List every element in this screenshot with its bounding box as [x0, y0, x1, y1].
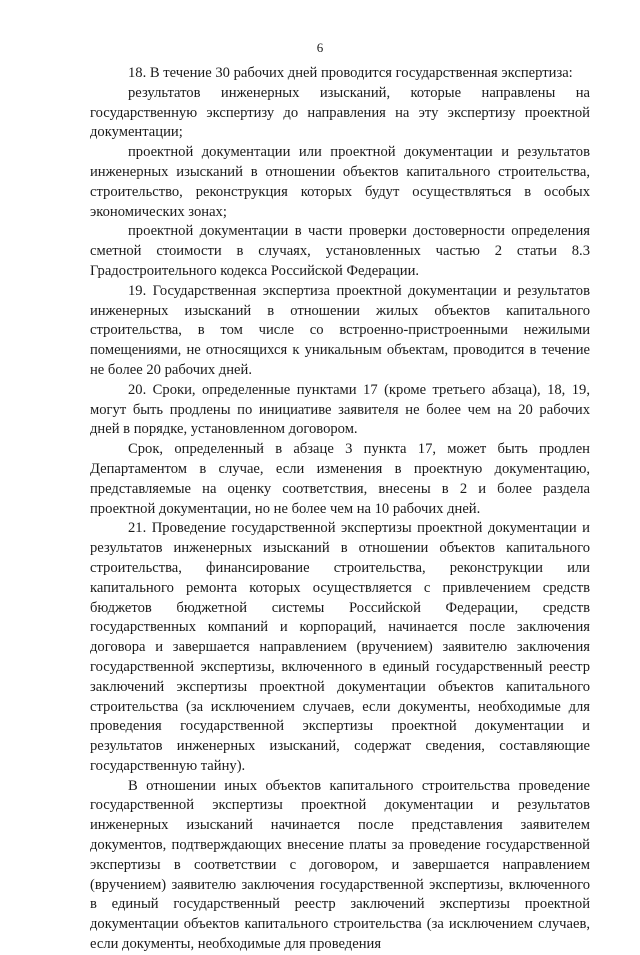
- paragraph-18-heading: 18. В течение 30 рабочих дней проводится государственная экспертиза:: [128, 65, 573, 81]
- paragraph-18-item-surveys: результатов инженерных изысканий, которые направлены на государственную экспертизу до направления на эту экспертизу проектной документации;: [90, 84, 590, 141]
- paragraph-19: 19. Государственная экспертиза проектной документации и результатов инженерных изысканий в отношении жилых объектов капитального строительства, в том числе со встроенно-пристроенными нежилыми помещениями, не относящихся к уникальным объектам, проводится в течение не более 20 рабочих дней.: [90, 282, 590, 378]
- page-number: 6: [316, 40, 324, 55]
- document-body: [90, 64, 590, 955]
- paragraph-20-extension: Срок, определенный в абзаце 3 пункта 17, может быть продлен Департаментом в случае, если изменения в проектную документацию, представляемые на оценку соответствия, внесены в 2 и более раздела проектной документации, но не более чем на 10 рабочих дней.: [90, 441, 590, 517]
- paragraph-18-item-estimate-check: проектной документации в части проверки достоверности определения сметной стоимости в случаях, установленных частью 2 статьи 8.3 Градостроительного кодекса Российской Федерации.: [90, 223, 590, 279]
- paragraph-18-item-special-zones: проектной документации или проектной документации и результатов инженерных изысканий в отношении объектов капитального строительства, строительство, реконструкция которых будут осуществляться в особых экономических зонах;: [90, 144, 590, 220]
- paragraph-20: 20. Сроки, определенные пунктами 17 (кроме третьего абзаца), 18, 19, могут быть продлены по инициативе заявителя не более чем на 20 рабочих дней в порядке, установленном договором.: [90, 381, 590, 438]
- paragraph-21: 21. Проведение государственной экспертизы проектной документации и результатов инженерных изысканий в отношении объектов капитального строительства, финансирование строительства, реконструкции или капитального ремонта которых осуществляется с привлечением средств бюджетов бюджетной системы Российской Федерации, средств государственных компаний и корпораций, начинается после заключения договора и завершается направлением (вручением) заявителю заключения государственной экспертизы, включенного в единый государственный реестр заключений экспертизы проектной документации объектов капитального строительства (за исключением случаев, если документы, необходимые для проведения государственной экспертизы проектной документации и результатов инженерных изысканий, содержат сведения, составляющие государственную тайну).: [90, 520, 590, 774]
- paragraph-21-other-objects: В отношении иных объектов капитального строительства проведение государственной экспертизы проектной документации и результатов инженерных изысканий начинается после представления заявителем документов, подтверждающих внесение платы за проведение государственной экспертизы в соответствии с договором, и завершается направлением (вручением) заявителю заключения государственной экспертизы, включенного в единый государственный реестр заключений экспертизы проектной документации объектов капитального строительства (за исключением случаев, если документы, необходимые для проведения: [90, 777, 590, 953]
